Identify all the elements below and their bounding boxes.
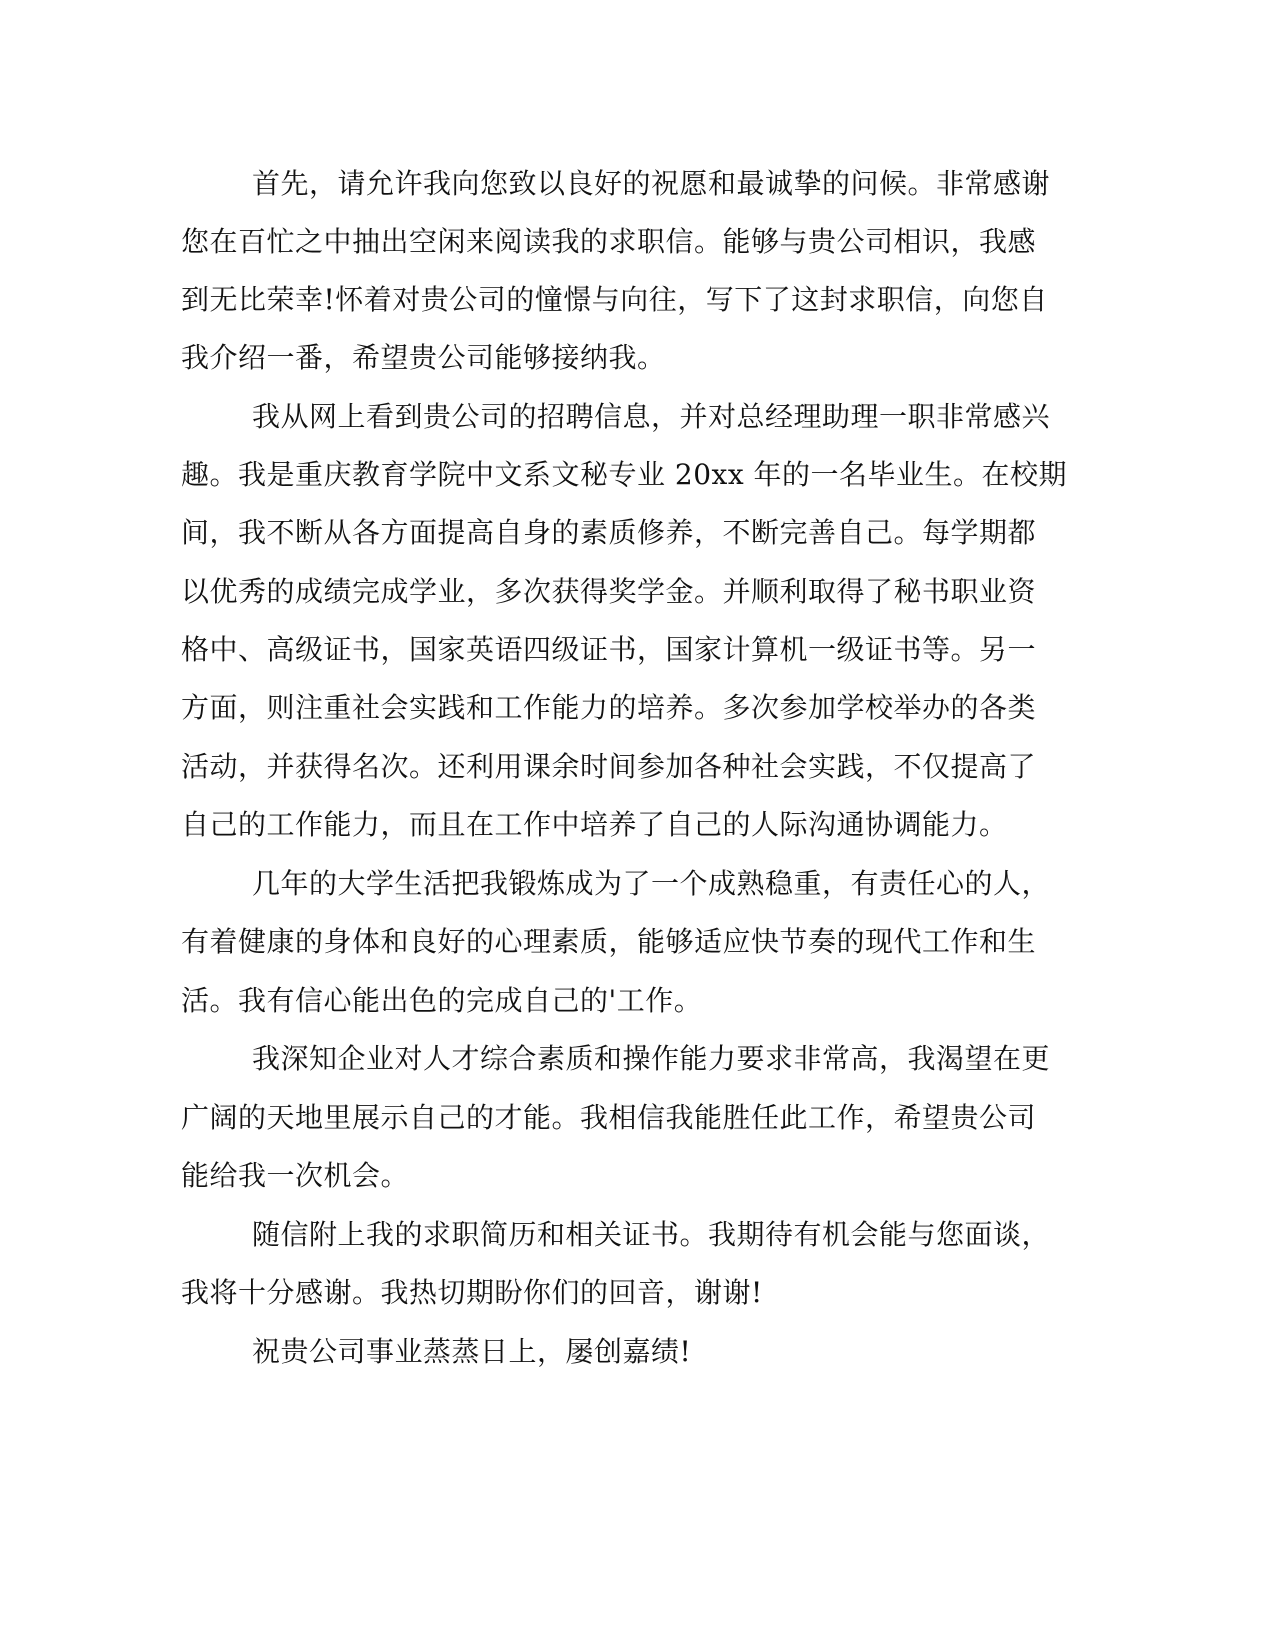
text-line: 有着健康的身体和良好的心理素质，能够适应快节奏的现代工作和生 xyxy=(181,925,1037,958)
text-line: 趣。我是重庆教育学院中文系文秘专业 20xx 年的一名毕业生。在校期 xyxy=(181,458,1068,491)
text-line: 祝贵公司事业蒸蒸日上，屡创嘉绩! xyxy=(252,1335,692,1368)
text-line: 能给我一次机会。 xyxy=(181,1159,410,1192)
text-line: 首先，请允许我向您致以良好的祝愿和最诚挚的问候。非常感谢 xyxy=(252,167,1051,200)
text-line: 间，我不断从各方面提高自身的素质修养，不断完善自己。每学期都 xyxy=(181,516,1037,549)
text-line: 方面，则注重社会实践和工作能力的培养。多次参加学校举办的各类 xyxy=(181,691,1037,724)
text-line: 几年的大学生活把我锻炼成为了一个成熟稳重，有责任心的人， xyxy=(252,867,1051,900)
text-line: 我介绍一番，希望贵公司能够接纳我。 xyxy=(181,341,666,374)
text-line: 随信附上我的求职简历和相关证书。我期待有机会能与您面谈， xyxy=(252,1218,1051,1251)
text-line: 我将十分感谢。我热切期盼你们的回音，谢谢! xyxy=(181,1276,763,1309)
text-line: 我深知企业对人才综合素质和操作能力要求非常高，我渴望在更 xyxy=(252,1042,1051,1075)
text-line: 您在百忙之中抽出空闲来阅读我的求职信。能够与贵公司相识，我感 xyxy=(181,225,1037,258)
text-line: 活动，并获得名次。还利用课余时间参加各种社会实践，不仅提高了 xyxy=(181,750,1037,783)
text-line: 广阔的天地里展示自己的才能。我相信我能胜任此工作，希望贵公司 xyxy=(181,1101,1037,1134)
text-line: 格中、高级证书，国家英语四级证书，国家计算机一级证书等。另一 xyxy=(181,633,1037,666)
text-line: 到无比荣幸!怀着对贵公司的憧憬与向往，写下了这封求职信，向您自 xyxy=(181,283,1048,316)
text-line: 以优秀的成绩完成学业，多次获得奖学金。并顺利取得了秘书职业资 xyxy=(181,575,1037,608)
text-line: 自己的工作能力，而且在工作中培养了自己的人际沟通协调能力。 xyxy=(181,808,1008,841)
text-line: 我从网上看到贵公司的招聘信息，并对总经理助理一职非常感兴 xyxy=(252,400,1051,433)
text-line: 活。我有信心能出色的完成自己的'工作。 xyxy=(181,984,703,1017)
